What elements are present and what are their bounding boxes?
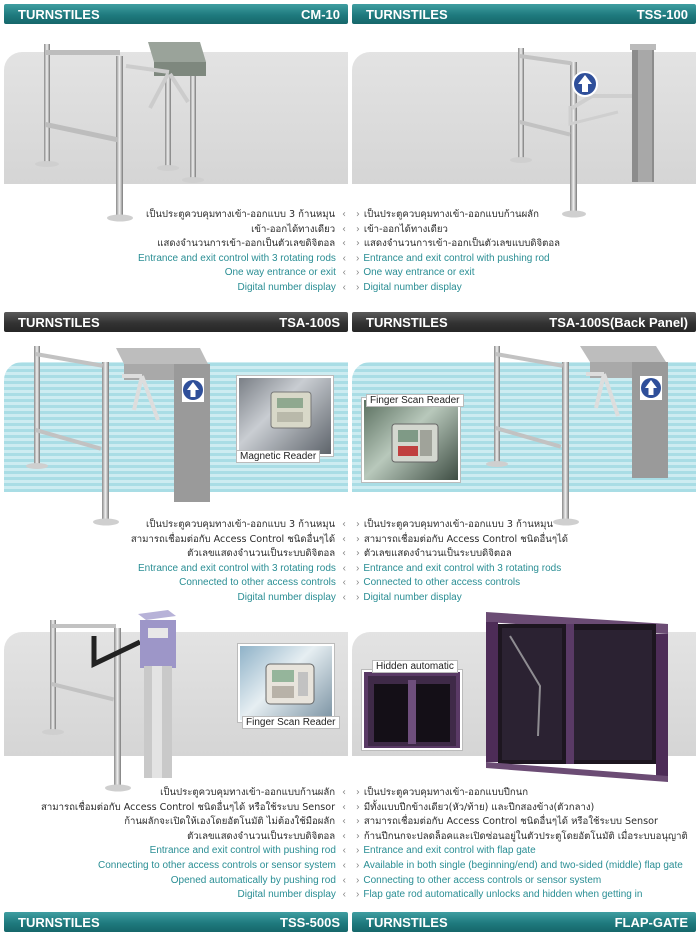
product-description-tss500s [41,786,346,903]
description-line: ก้านผลักจะเปิดให้เองโดยอัตโนมัติ ไม่ต้องใช้มือผลัก ‹ [41,815,346,830]
model-label: TSS-100 [636,6,688,22]
inset-caption: Magnetic Reader [236,450,320,463]
product-description-flap-gate [356,786,688,903]
description-line: › เป็นประตูควบคุมทางเข้า-ออกแบบก้านผลัก [356,208,560,223]
category-label: TURNSTILES [18,314,100,330]
header-tsa100s [4,312,348,332]
finger-scanner-icon [262,660,318,710]
description-line: เข้า-ออกได้ทางเดียว ‹ [138,223,346,238]
magnetic-reader-photo [237,376,333,456]
finger-scanner-icon [390,422,442,468]
description-line: สามารถเชื่อมต่อกับ Access Control ชนิดอื่นๆได้ หรือใช้ระบบ Sensor ‹ [41,801,346,816]
description-line: Connected to other access controls ‹ [131,576,346,591]
header-tsa100s-back-panel [352,312,696,332]
inset-caption: Finger Scan Reader [242,716,340,729]
description-line: › สามารถเชื่อมต่อกับ Access Control ชนิดอื่นๆได้ หรือใช้ระบบ Sensor [356,815,688,830]
description-line: › Available in both single (beginning/end) and two-sided (middle) flap gate [356,859,688,874]
description-line: › เป็นประตูควบคุมทางเข้า-ออกแบบ 3 ก้านหมุน [356,518,568,533]
model-label: CM-10 [300,6,340,22]
description-line: › Entrance and exit control with 3 rotating rods [356,562,568,577]
finger-scan-reader-photo [362,398,460,482]
header-cm10 [4,4,348,24]
turnstile-tss500s-image [40,606,190,796]
category-label: TURNSTILES [366,914,448,930]
description-line: › Entrance and exit control with pushing rod [356,252,560,267]
product-description-tsa100s [131,518,346,606]
product-description-tss100 [356,208,560,296]
category-label: TURNSTILES [18,914,100,930]
header-tss100 [352,4,696,24]
description-line: แสดงจำนวนการเข้า-ออกเป็นตัวเลขดิจิตอล ‹ [138,237,346,252]
card-reader-icon [269,388,319,440]
inset-caption: Hidden automatic [372,660,458,673]
description-line: › ก้านปีกนกจะปลดล็อคและเปิดซ่อนอยู่ในตัวประตูโดยอัตโนมัติ เมื่อระบบอนุญาติ [356,830,688,845]
turnstile-tsa100s-image [24,340,224,530]
description-line: Entrance and exit control with 3 rotating rods ‹ [131,562,346,577]
description-line: › ตัวเลขแสดงจำนวนเป็นระบบดิจิตอล [356,547,568,562]
header-tss500s [4,912,348,932]
product-description-tsa100s-back-panel [356,518,568,606]
inset-caption: Finger Scan Reader [366,394,464,407]
description-line: Entrance and exit control with pushing rod ‹ [41,844,346,859]
description-line: Digital number display ‹ [138,281,346,296]
description-line: ตัวเลขแสดงจำนวนเป็นระบบดิจิตอล ‹ [131,547,346,562]
description-line: Digital number display ‹ [41,888,346,903]
model-label: TSS-500S [280,914,340,930]
description-line: เป็นประตูควบคุมทางเข้า-ออกแบบ 3 ก้านหมุน ‹ [131,518,346,533]
description-line: Entrance and exit control with 3 rotating rods ‹ [138,252,346,267]
description-line: สามารถเชื่อมต่อกับ Access Control ชนิดอื่นๆได้ ‹ [131,533,346,548]
turnstile-tsa100s-back-panel-image [486,340,676,530]
description-line: › Digital number display [356,281,560,296]
category-label: TURNSTILES [366,6,448,22]
description-line: › Connecting to other access controls or sensor system [356,874,688,889]
header-flap-gate [352,912,696,932]
description-line: ตัวเลขแสดงจำนวนเป็นระบบดิจิตอล ‹ [41,830,346,845]
description-line: › One way entrance or exit [356,266,560,281]
model-label: FLAP-GATE [614,914,688,930]
model-label: TSA-100S [279,314,340,330]
turnstile-cm10-image [30,38,230,223]
description-line: › เข้า-ออกได้ทางเดียว [356,223,560,238]
description-line: › Digital number display [356,591,568,606]
description-line: › มีทั้งแบบปีกข้างเดียว(หัว/ท้าย) และปีกสองข้าง(ตัวกลาง) [356,801,688,816]
flap-gate-detail-icon [368,676,458,746]
description-line: เป็นประตูควบคุมทางเข้า-ออกแบบ 3 ก้านหมุน ‹ [138,208,346,223]
category-label: TURNSTILES [366,314,448,330]
description-line: › สามารถเชื่อมต่อกับ Access Control ชนิดอื่นๆได้ [356,533,568,548]
description-line: Opened automatically by pushing rod ‹ [41,874,346,889]
description-line: › Connected to other access controls [356,576,568,591]
category-label: TURNSTILES [18,6,100,22]
turnstile-tss100-image [500,42,670,222]
description-line: เป็นประตูควบคุมทางเข้า-ออกแบบก้านผลัก ‹ [41,786,346,801]
description-line: › Flap gate rod automatically unlocks and hidden when getting in [356,888,688,903]
description-line: Connecting to other access controls or sensor system ‹ [41,859,346,874]
description-line: › Entrance and exit control with flap gate [356,844,688,859]
description-line: Digital number display ‹ [131,591,346,606]
finger-scan-reader-photo [238,644,334,722]
description-line: One way entrance or exit ‹ [138,266,346,281]
description-line: › เป็นประตูควบคุมทางเข้า-ออกแบบปีกนก [356,786,688,801]
flap-gate-image [480,606,670,784]
product-description-cm10 [138,208,346,296]
hidden-automatic-photo [362,670,462,750]
description-line: › แสดงจำนวนการเข้า-ออกเป็นตัวเลขแบบดิจิตอล [356,237,560,252]
model-label: TSA-100S(Back Panel) [549,314,688,330]
